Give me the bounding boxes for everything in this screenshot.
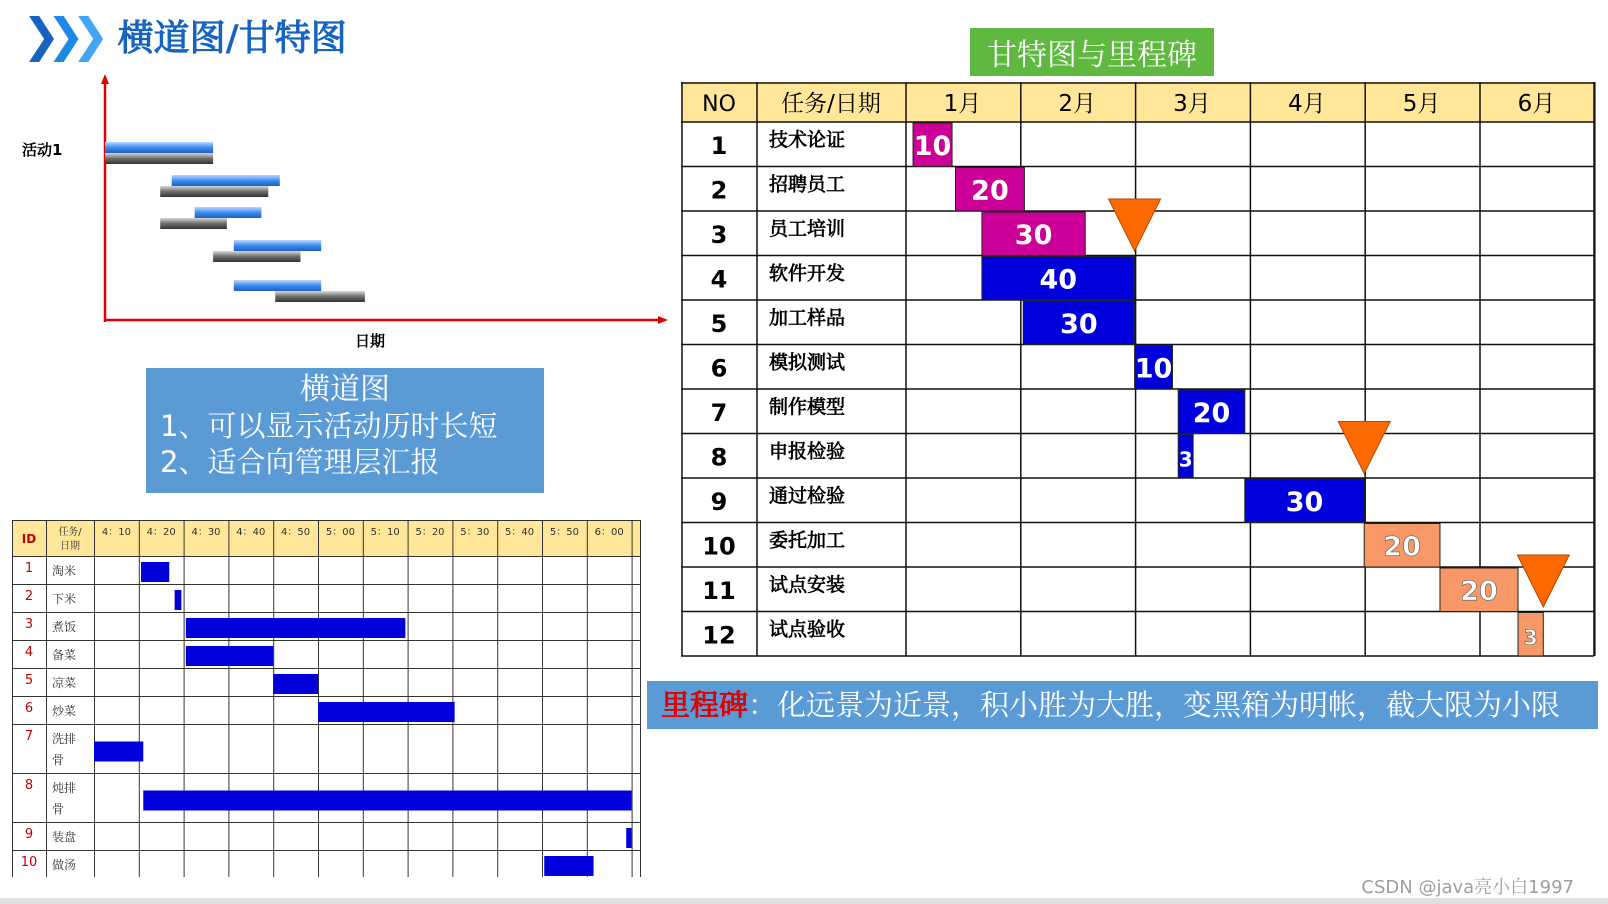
task-name: 通过检验 (769, 485, 846, 507)
task-no: 3 (710, 221, 728, 249)
bar-blue (234, 280, 321, 291)
task-no: 12 (702, 621, 736, 650)
task-duration: 20 (1192, 398, 1231, 429)
time-header: 4：20 (146, 527, 176, 538)
x-axis-label: 日期 (355, 332, 386, 350)
task-name: 洗排 (52, 732, 77, 746)
month-header: 6月 (1517, 91, 1556, 117)
task-name: 申报检验 (769, 440, 846, 463)
bar-gray (160, 186, 268, 197)
time-header: 4：10 (101, 527, 131, 538)
task-name: 试点验收 (769, 618, 846, 641)
row-id: 8 (24, 778, 34, 793)
task-bar (318, 702, 455, 722)
info-box-line-2: 2、适合向管理层汇报 (160, 445, 440, 479)
task-duration: 30 (1285, 487, 1324, 518)
task-bar (273, 674, 318, 694)
task-name: 下米 (52, 592, 77, 606)
task-date-header: 任务/日期 (781, 91, 881, 117)
gantt-milestone-title: 甘特图与里程碑 (970, 28, 1214, 76)
milestone-triangle-icon (1109, 199, 1161, 251)
row-id: 10 (20, 855, 38, 870)
bottom-divider (0, 898, 1608, 904)
task-no: 4 (710, 265, 728, 294)
small-gantt-header-bg (12, 520, 641, 556)
task-no: 11 (702, 577, 736, 605)
id-header: ID (21, 532, 37, 546)
info-box-line-1: 1、可以显示活动历时长短 (160, 409, 498, 443)
task-no: 9 (710, 488, 728, 516)
task-no: 5 (710, 310, 728, 338)
row-id: 9 (24, 827, 34, 842)
task-duration: 20 (971, 175, 1009, 207)
task-duration: 10 (1134, 353, 1173, 385)
task-duration: 3 (1178, 447, 1193, 472)
task-name: 骨 (52, 802, 65, 816)
x-axis-arrow-icon (658, 316, 668, 324)
task-name: 制作模型 (769, 396, 846, 418)
task-bar (544, 856, 593, 876)
task-name: 模拟测试 (769, 351, 846, 374)
row-id: 7 (24, 729, 34, 744)
milestone-label: 里程碑 (661, 688, 749, 722)
bar-gray (160, 218, 227, 229)
small-gantt-table (12, 520, 641, 877)
bar-gray (105, 153, 213, 164)
milestone-slogan (647, 681, 1598, 729)
time-header: 5：40 (505, 527, 535, 538)
time-header: 6：00 (594, 527, 624, 538)
milestone-triangle-icon (1338, 422, 1390, 474)
task-no: 8 (710, 443, 728, 472)
row-id: 4 (24, 645, 34, 660)
task-no: 7 (710, 399, 728, 427)
big-gantt-table (681, 82, 1598, 660)
time-header: 5：30 (460, 527, 490, 538)
task-bar (143, 791, 631, 811)
row-id: 2 (24, 589, 34, 604)
task-name: 备菜 (52, 648, 77, 662)
time-header: 4：30 (191, 527, 221, 538)
task-name: 做汤 (52, 858, 77, 872)
milestone-text: ：化远景为近景，积小胜为大胜，变黑箱为明帐，截大限为小限 (748, 688, 1561, 722)
row-id: 6 (24, 701, 34, 716)
task-duration: 20 (1383, 531, 1421, 563)
task-duration: 30 (1060, 309, 1098, 340)
task-name: 技术论证 (769, 129, 846, 151)
no-header: NO (702, 92, 736, 117)
activity-label: 活动1 (22, 141, 63, 159)
time-header: 4：40 (236, 527, 266, 538)
task-bar (186, 646, 273, 666)
task-duration: 30 (1014, 220, 1053, 251)
row-id: 1 (24, 561, 34, 576)
task-date-header: 日期 (60, 541, 80, 552)
task-no: 10 (702, 532, 736, 561)
time-header: 4：50 (281, 527, 311, 538)
task-name: 凉菜 (52, 676, 77, 690)
month-header: 2月 (1058, 91, 1097, 117)
task-no: 1 (710, 132, 728, 160)
task-bar (94, 742, 143, 762)
info-box (146, 368, 544, 493)
task-name: 委托加工 (769, 529, 846, 552)
task-bar (626, 828, 631, 848)
time-header: 5：00 (325, 527, 355, 538)
task-name: 软件开发 (769, 262, 846, 285)
task-duration: 20 (1460, 576, 1498, 607)
task-bar (186, 618, 406, 638)
task-name: 试点安装 (769, 574, 846, 596)
bar-blue (234, 240, 321, 251)
task-no: 6 (710, 354, 728, 383)
task-name: 淘米 (52, 564, 77, 578)
milestone-triangle-icon (1517, 555, 1569, 607)
task-name: 炖排 (52, 781, 77, 795)
info-box-title: 横道图 (300, 372, 390, 407)
task-duration: 3 (1523, 625, 1538, 650)
watermark: CSDN @java亮小白1997 (1361, 877, 1574, 898)
task-name: 招聘员工 (769, 173, 846, 196)
row-id: 3 (24, 617, 34, 632)
task-no: 2 (710, 176, 728, 205)
task-name: 装盘 (52, 830, 77, 844)
task-name: 加工样品 (769, 307, 846, 329)
month-header: 1月 (943, 91, 982, 117)
y-axis-arrow-icon (101, 74, 109, 84)
task-date-header: 任务/ (58, 527, 82, 538)
month-header: 4月 (1287, 91, 1326, 117)
time-header: 5：20 (415, 527, 445, 538)
bar-gray (213, 251, 300, 262)
triple-chevron-icon: ❯❯❯ (22, 8, 96, 62)
bar-blue (172, 175, 280, 186)
task-name: 员工培训 (769, 218, 846, 240)
page-title: 横道图/甘特图 (117, 17, 347, 59)
bar-chart (0, 0, 680, 360)
time-header: 5：10 (370, 527, 400, 538)
month-header: 3月 (1173, 91, 1211, 117)
bar-blue (195, 207, 262, 218)
task-name: 炒菜 (52, 704, 77, 718)
task-bar (175, 590, 182, 610)
bar-chart-bars (105, 142, 365, 302)
task-duration: 10 (913, 131, 952, 162)
bar-blue (105, 142, 213, 153)
task-name: 骨 (52, 753, 65, 767)
time-header: 5：50 (549, 527, 579, 538)
month-header: 5月 (1402, 91, 1441, 117)
task-bar (141, 562, 169, 582)
row-id: 5 (24, 673, 34, 688)
bar-gray (275, 291, 365, 302)
task-duration: 40 (1039, 264, 1078, 296)
task-name: 煮饭 (52, 620, 77, 634)
